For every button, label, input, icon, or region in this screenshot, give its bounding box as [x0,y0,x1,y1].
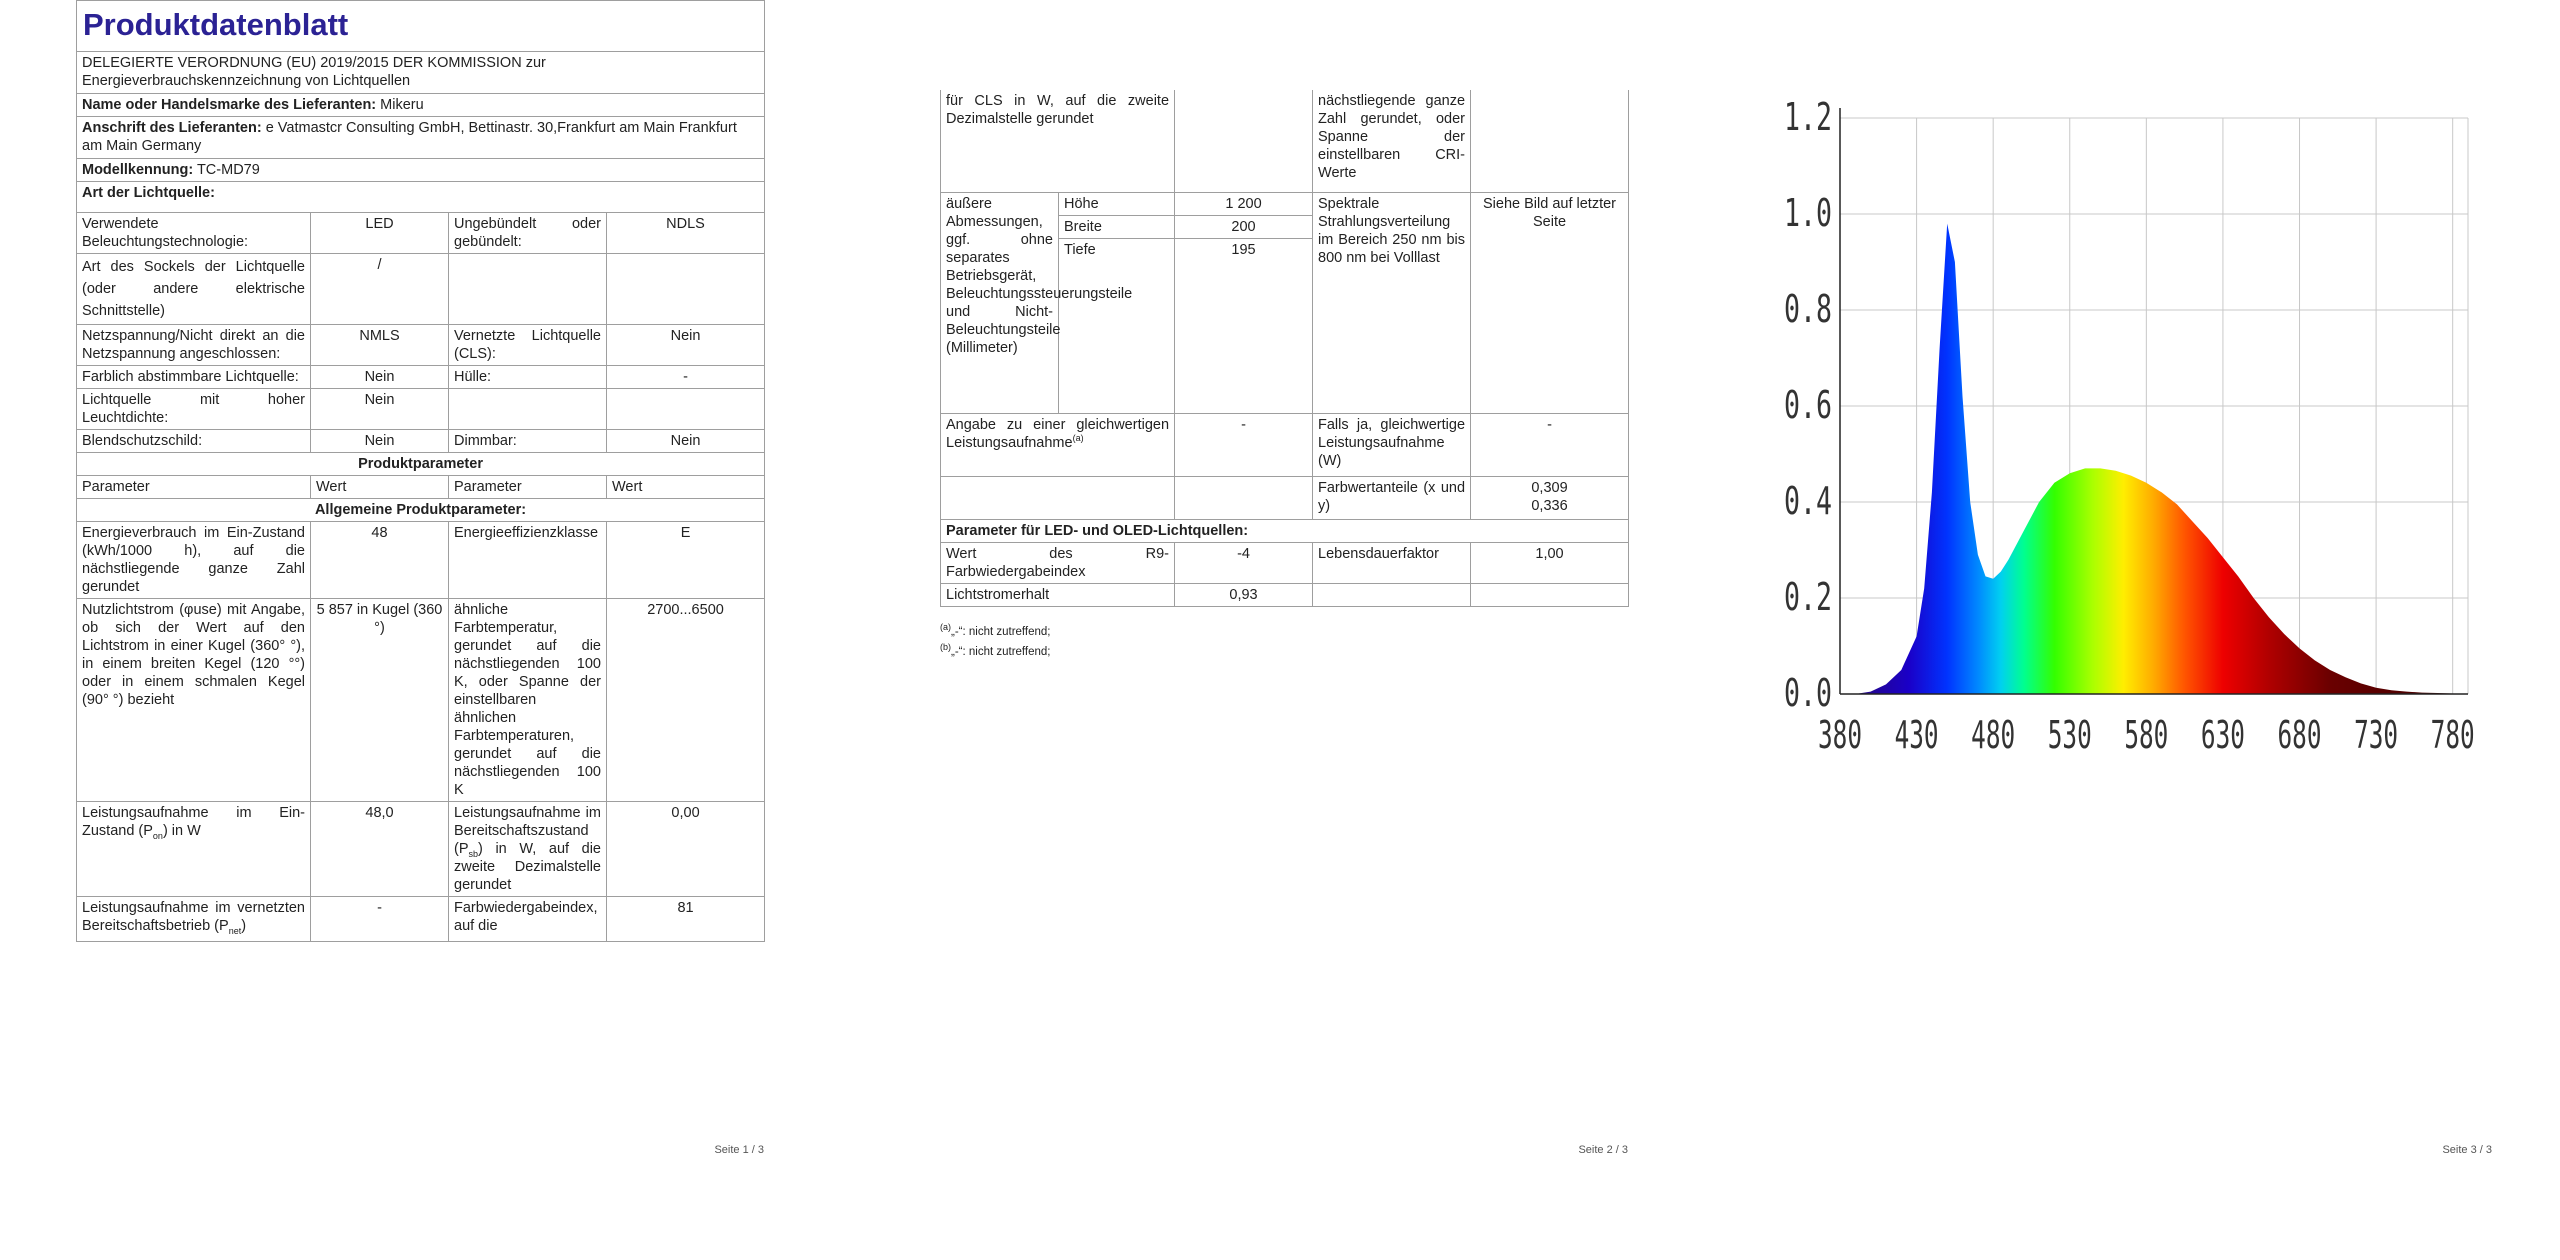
page-title: Produktdatenblatt [83,7,349,42]
page-number-1: Seite 1 / 3 [714,1144,764,1156]
energy-class-label: Energieeffizienzklasse [449,522,607,599]
model-label: Modellkennung: [82,162,194,178]
light-source-type-header: Art der Lichtquelle: [77,182,765,213]
dimmable-label: Dimmbar: [449,430,607,453]
x-tick-label: 580 [2124,713,2169,757]
lumen-maintenance-label: Lichtstromerhalt [941,584,1175,607]
footnote-b: $^{(b)}$„-“: nicht zutreffend; [940,642,1051,658]
chromaticity-label: Farbwertanteile (x und y) [1313,477,1471,520]
color-tunable-label: Farblich abstimmbare Lichtquelle: [77,366,311,389]
x-tick-label: 630 [2200,713,2245,757]
color-tunable-value: Nein [311,366,449,389]
column-header-parameter: Parameter [77,476,311,499]
networked-standby-label: Leistungsaufnahme im vernetzten Bereitschaftsbetrieb $(P_{net})$ [77,897,311,942]
page-2 [940,0,1628,1170]
address-value: e Vatmastcr Consulting GmbH, Bettinastr. 30,Frankfurt am Main Frankfurt am Main Germany [82,120,737,154]
y-tick-label: 1.0 [1784,191,1832,235]
height-value: 1 200 [1175,193,1313,216]
depth-value: 195 [1175,239,1313,414]
anti-glare-value: Nein [311,430,449,453]
x-tick-label: 430 [1894,713,1939,757]
high-luminance-label: Lichtquelle mit hoher Leuchtdichte: [77,389,311,430]
x-tick-label: 780 [2430,713,2475,757]
r9-index-label: Wert des R9-Farbwiedergabeindex [941,543,1175,584]
equivalent-power-claim-value: - [1471,414,1629,477]
spectral-distribution-label: Spektrale Strahlungsverteilung im Bereich 250 nm bis 800 nm bei Volllast [1313,193,1471,414]
cri-value: 81 [607,897,765,942]
cap-type-label: Art des Sockels der Lichtquelle (oder andere elektrische Schnittstelle) [77,254,311,325]
height-label: Höhe [1059,193,1175,216]
y-tick-label: 0.6 [1784,383,1832,427]
x-tick-label: 530 [2047,713,2092,757]
supplier-value: Mikeru [380,97,424,113]
lumen-maintenance-value: 0,93 [1175,584,1313,607]
supplier-label: Name oder Handelsmarke des Lieferanten: [82,97,377,113]
x-tick-label: 730 [2354,713,2399,757]
y-tick-label: 0.0 [1784,671,1832,715]
regulation-text: DELEGIERTE VERORDNUNG (EU) 2019/2015 DER KOMMISSION zur Energieverbrauchskennzeichnung von Lichtquellen [77,52,765,94]
led-oled-parameters-header: Parameter für LED- und OLED-Lichtquellen: [941,520,1629,543]
cri-label-continued: nächstliegende ganze Zahl gerundet, oder Spanne der einstellbaren CRI-Werte [1313,90,1471,193]
high-luminance-value: Nein [311,389,449,430]
x-tick-label: 380 [1818,713,1862,757]
networked-standby-value: - [311,897,449,942]
column-header-value: Wert [311,476,449,499]
equivalent-power-claim-label: Falls ja, gleichwertige Leistungsaufnahme (W) [1313,414,1471,477]
y-tick-label: 0.4 [1784,479,1832,523]
footnote-a: $^{(a)}$„-“: nicht zutreffend; [940,622,1051,638]
energy-class-value: E [607,522,765,599]
depth-label: Tiefe [1059,239,1175,414]
directional-label: Ungebündelt oder gebündelt: [449,213,607,254]
standby-power-value: 0,00 [607,802,765,897]
energy-consumption-value: 48 [311,522,449,599]
standby-power-label: Leistungsaufnahme im Bereitschaftszustand $(P_{sb})$ in W, auf die zweite Dezimalstelle gerundet [449,802,607,897]
x-tick-label: 680 [2277,713,2322,757]
survival-factor-label: Lebensdauerfaktor [1313,543,1471,584]
dimmable-value: Nein [607,430,765,453]
energy-consumption-label: Energieverbrauch im Ein-Zustand (kWh/1000 h), auf die nächstliegende ganze Zahl gerundet [77,522,311,599]
connected-label: Vernetzte Lichtquelle (CLS): [449,325,607,366]
connected-value: Nein [607,325,765,366]
footnotes [940,622,1051,662]
page-3 [1784,0,2492,1170]
datasheet-continuation-table [940,90,1629,607]
width-value: 200 [1175,216,1313,239]
anti-glare-label: Blendschutzschild: [77,430,311,453]
envelope-value: - [607,366,765,389]
width-label: Breite [1059,216,1175,239]
color-temperature-value: 2700...6500 [607,599,765,802]
cap-type-value: / [311,254,449,325]
page-number-2: Seite 2 / 3 [1578,1144,1628,1156]
on-mode-power-label: Leistungsaufnahme im Ein-Zustand $(P_{on})$ in W [77,802,311,897]
product-datasheet-table [76,0,765,942]
page-1 [76,0,764,1170]
lighting-technology-label: Verwendete Beleuchtungstechnologie: [77,213,311,254]
model-value: TC-MD79 [196,162,260,178]
x-tick-label: 480 [1971,713,2016,757]
chromaticity-value: 0,309 0,336 [1471,477,1629,520]
address-label: Anschrift des Lieferanten: [82,120,262,136]
mains-value: NMLS [311,325,449,366]
spectral-distribution-chart [1784,0,2492,820]
y-tick-label: 0.8 [1784,287,1832,331]
useful-flux-label: Nutzlichtstrom (φuse) mit Angabe, ob sich der Wert auf den Lichtstrom in einer Kugel (360° °), in einem breiten Kegel (120 °°) oder in einem schmalen Kegel (90° °) bezieht [77,599,311,802]
cls-power-label-continued: für CLS in W, auf die zweite Dezimalstelle gerundet [941,90,1175,193]
y-tick-label: 1.2 [1784,95,1832,139]
lighting-technology-value: LED [311,213,449,254]
mains-label: Netzspannung/Nicht direkt an die Netzspannung angeschlossen: [77,325,311,366]
envelope-label: Hülle: [449,366,607,389]
dimensions-label: äußere Abmessungen, ggf. ohne separates Betriebsgerät, Beleuchtungssteuerungsteile und Nicht-Beleuchtungsteile (Millimeter) [941,193,1059,414]
useful-flux-value: 5 857 in Kugel (360 °) [311,599,449,802]
column-header-parameter-2: Parameter [449,476,607,499]
r9-index-value: -4 [1175,543,1313,584]
product-parameters-header: Produktparameter [77,453,765,476]
y-tick-label: 0.2 [1784,575,1832,619]
on-mode-power-value: 48,0 [311,802,449,897]
survival-factor-value: 1,00 [1471,543,1629,584]
spectral-distribution-value: Siehe Bild auf letzter Seite [1471,193,1629,414]
column-header-value-2: Wert [607,476,765,499]
general-parameters-header: Allgemeine Produktparameter: [77,499,765,522]
directional-value: NDLS [607,213,765,254]
equivalent-power-value: - [1175,414,1313,477]
cri-label: Farbwiedergabeindex, auf die [449,897,607,942]
equivalent-power-label: Angabe zu einer gleichwertigen Leistungsaufnahme$^{(a)}$ [941,414,1175,477]
page-number-3: Seite 3 / 3 [2442,1144,2492,1156]
color-temperature-label: ähnliche Farbtemperatur, gerundet auf die nächstliegenden 100 K, oder Spanne der einstellbaren ähnlichen Farbtemperaturen, gerundet auf die nächstliegenden 100 K [449,599,607,802]
